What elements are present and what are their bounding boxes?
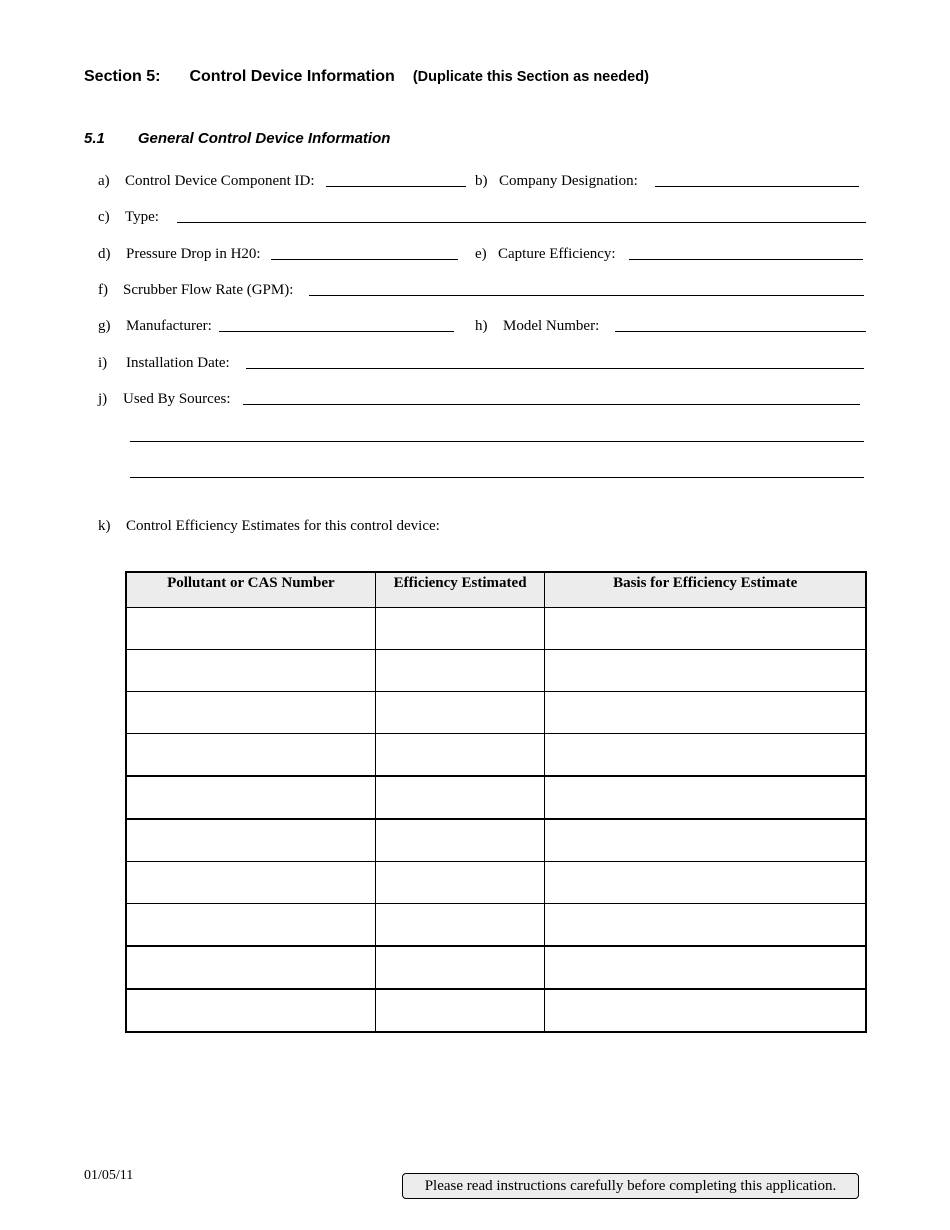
capture-efficiency-input[interactable] xyxy=(629,245,863,260)
scrubber-flow-rate-label: Scrubber Flow Rate (GPM): xyxy=(123,282,294,298)
basis-cell[interactable] xyxy=(545,734,866,777)
type-label: Type: xyxy=(125,209,159,225)
table-row xyxy=(126,989,866,1032)
table-body xyxy=(126,608,866,1033)
used-by-sources-label: Used By Sources: xyxy=(123,391,231,407)
section-heading: Control Device Information xyxy=(189,68,395,85)
pollutant-cell[interactable] xyxy=(126,989,375,1032)
table-row xyxy=(126,819,866,862)
field-h-letter: h) xyxy=(475,318,488,334)
efficiency-cell[interactable] xyxy=(375,734,545,777)
section-duplicate-note: (Duplicate this Section as needed) xyxy=(412,69,649,85)
model-number-label: Model Number: xyxy=(503,318,600,334)
capture-efficiency-label: Capture Efficiency: xyxy=(498,246,616,262)
pollutant-cell[interactable] xyxy=(126,734,375,777)
field-d-letter: d) xyxy=(98,246,111,262)
installation-date-input[interactable] xyxy=(246,354,864,369)
efficiency-cell[interactable] xyxy=(375,776,545,819)
efficiency-cell[interactable] xyxy=(375,692,545,734)
pollutant-cell[interactable] xyxy=(126,819,375,862)
table-header-row xyxy=(126,572,866,608)
basis-cell[interactable] xyxy=(545,904,866,947)
table-row xyxy=(126,946,866,989)
field-i-letter: i) xyxy=(98,355,108,371)
efficiency-cell[interactable] xyxy=(375,608,545,650)
field-g-letter: g) xyxy=(98,318,111,334)
basis-cell[interactable] xyxy=(545,989,866,1032)
table-row xyxy=(126,608,866,650)
scrubber-flow-rate-input[interactable] xyxy=(309,281,864,296)
footer-date: 01/05/11 xyxy=(84,1168,134,1183)
basis-cell[interactable] xyxy=(545,862,866,904)
efficiency-cell[interactable] xyxy=(375,946,545,989)
company-designation-label: Company Designation: xyxy=(499,173,638,189)
model-number-input[interactable] xyxy=(615,317,866,332)
instructions-notice: Please read instructions carefully before completing this application. xyxy=(402,1173,859,1199)
table-row xyxy=(126,734,866,777)
pressure-drop-input[interactable] xyxy=(271,245,458,260)
pollutant-cell[interactable] xyxy=(126,946,375,989)
manufacturer-label: Manufacturer: xyxy=(126,318,212,334)
table-row xyxy=(126,692,866,734)
basis-cell[interactable] xyxy=(545,819,866,862)
section-title xyxy=(84,68,649,86)
manufacturer-input[interactable] xyxy=(219,317,454,332)
field-f-letter: f) xyxy=(98,282,108,298)
field-b-letter: b) xyxy=(475,173,488,189)
used-by-sources-input[interactable] xyxy=(243,390,860,405)
control-efficiency-label: Control Efficiency Estimates for this control device: xyxy=(126,518,440,534)
used-by-sources-line-3[interactable] xyxy=(130,477,864,478)
efficiency-cell[interactable] xyxy=(375,904,545,947)
pressure-drop-label: Pressure Drop in H20: xyxy=(126,246,261,262)
table-row xyxy=(126,862,866,904)
company-designation-input[interactable] xyxy=(655,172,859,187)
subsection-title xyxy=(84,130,390,147)
table-row xyxy=(126,776,866,819)
basis-cell[interactable] xyxy=(545,692,866,734)
pollutant-cell[interactable] xyxy=(126,692,375,734)
pollutant-cell[interactable] xyxy=(126,776,375,819)
field-j-letter: j) xyxy=(98,391,108,407)
section-number: Section 5: xyxy=(84,68,161,85)
basis-cell[interactable] xyxy=(545,776,866,819)
efficiency-cell[interactable] xyxy=(375,819,545,862)
subsection-heading: General Control Device Information xyxy=(137,130,391,147)
efficiency-cell[interactable] xyxy=(375,989,545,1032)
field-k-letter: k) xyxy=(98,518,111,534)
field-e-letter: e) xyxy=(475,246,487,262)
basis-cell[interactable] xyxy=(545,650,866,692)
pollutant-cell[interactable] xyxy=(126,862,375,904)
field-a-letter: a) xyxy=(98,173,110,189)
subsection-number: 5.1 xyxy=(84,130,105,147)
efficiency-cell[interactable] xyxy=(375,862,545,904)
control-device-id-label: Control Device Component ID: xyxy=(125,173,315,189)
pollutant-cell[interactable] xyxy=(126,608,375,650)
pollutant-cell[interactable] xyxy=(126,650,375,692)
field-c-letter: c) xyxy=(98,209,110,225)
pollutant-cell[interactable] xyxy=(126,904,375,947)
efficiency-table xyxy=(125,571,867,1033)
type-input[interactable] xyxy=(177,208,866,223)
basis-cell[interactable] xyxy=(545,946,866,989)
basis-cell[interactable] xyxy=(545,608,866,650)
table-row xyxy=(126,650,866,692)
header-efficiency: Efficiency Estimated xyxy=(375,572,545,608)
table-row xyxy=(126,904,866,947)
control-device-id-input[interactable] xyxy=(326,172,466,187)
header-pollutant: Pollutant or CAS Number xyxy=(126,572,375,608)
header-basis: Basis for Efficiency Estimate xyxy=(545,572,866,608)
used-by-sources-line-2[interactable] xyxy=(130,441,864,442)
efficiency-cell[interactable] xyxy=(375,650,545,692)
installation-date-label: Installation Date: xyxy=(126,355,230,371)
